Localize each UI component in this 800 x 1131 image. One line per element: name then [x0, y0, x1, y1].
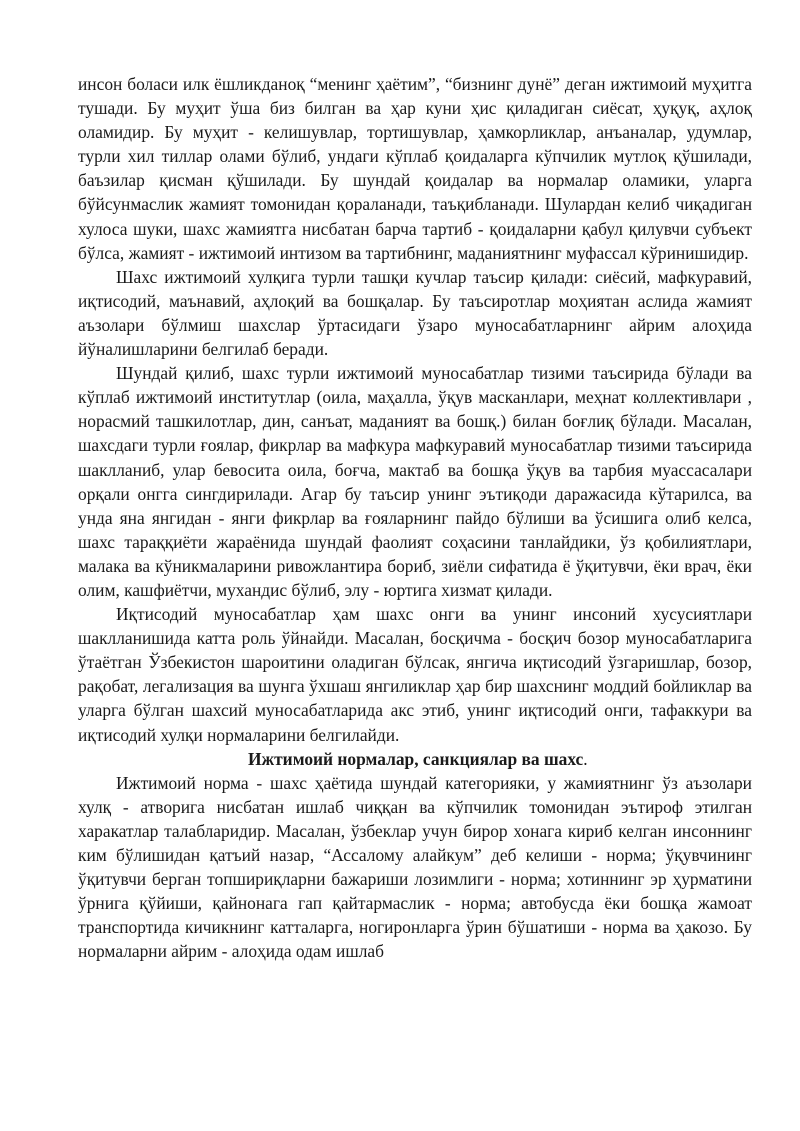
- paragraph-1: инсон боласи илк ёшликданоқ “менинг ҳаётим”, “бизнинг дунё” деган ижтимоий муҳитга тушади. Бу муҳит ўша биз билган ва ҳар куни ҳис қиладиган сиёсат, ҳуқуқ, аҳлоқ оламидир. Бу муҳит - келишувлар, тортишувлар, ҳамкорликлар, анъаналар, удумлар, турли хил тиллар олами бўлиб, ундаги кўплаб қоидаларга кўпчилик мутлоқ қўшилади, баъзилар қисман қўшилади. Бу шундай қоидалар ва нормалар оламики, уларга бўйсунмаслик жамият томонидан қораланади, таъқибланади. Шулардан келиб чиқадиган хулоса шуки, шахс жамиятга нисбатан барча тартиб - қоидаларни қабул қилувчи субъект бўлса, жамият - ижтимоий интизом ва тартибнинг, маданиятнинг муфассал кўринишидир.: [78, 74, 752, 263]
- paragraph-3: Шундай қилиб, шахс турли ижтимоий муносабатлар тизими таъсирида бўлади ва кўплаб ижтимоий институтлар (оила, маҳалла, ўқув масканлари, меҳнат коллективлари , норасмий ташкилотлар, дин, санъат, маданият ва бошқ.) билан боғлиқ бўлади. Масалан, шахсдаги турли ғоялар, фикрлар ва мафкура мафкуравий муносабатлар тизими таъсирида шаклланиб, улар бевосита оила, боғча, мактаб ва бошқа ўқув ва тарбия муассасалари орқали онгга сингдирилади. Агар бу таъсир унинг эътиқоди даражасида кўтарилса, ва унда яна янгидан - янги фикрлар ва ғояларнинг пайдо бўлиши ва ўсишига олиб келса, шахс тараққиёти жараёнида шундай фаолият соҳасини танлайдики, ўз қобилиятлари, малака ва кўникмаларини ривожлантира бориб, зиёли сифатида ё ўқитувчи, ёки врач, ёки олим, кашфиётчи, мухандис бўлиб, элу - юртига хизмат қилади.: [78, 363, 752, 600]
- section-heading: [78, 747, 752, 771]
- paragraph-4: Иқтисодий муносабатлар ҳам шахс онги ва унинг инсоний хусусиятлари шаклланишида катта роль ўйнайди. Масалан, босқичма - босқич бозор муносабатларига ўтаётган Ўзбекистон шароитини оладиган бўлсак, янгича иқтисодий ўзгаришлар, бозор, рақобат, легализация ва шунга ўхшаш янгиликлар ҳар бир шахснинг моддий бойликлар ва уларга бўлган шахсий муносабатларида акс этиб, унинг иқтисодий онги, тафаккури ва иқтисодий хулқи нормаларини белгилайди.: [78, 604, 752, 745]
- paragraph-5: Ижтимоий норма - шахс ҳаётида шундай категорияки, у жамиятнинг ўз аъзолари хулқ - атворига нисбатан ишлаб чиққан ва кўпчилик томонидан эътироф этилган харакатлар талабларидир. Масалан, ўзбеклар учун бирор хонага кириб келган инсоннинг ким бўлишидан қатъий назар, “Ассалому алайкум” деб келиши - норма; ўқувчининг ўқитувчи берган топшириқларни бажариши лозимлиги - норма; хотиннинг эр ҳурматини ўрнига қўйиши, қайнонага гап қайтармаслик - норма; автобусда ёки бошқа жамоат транспортида кичикнинг катталарга, ногиронларга ўрин бўшатиши - норма ва ҳакозо. Бу нормаларни айрим - алоҳида одам ишлаб: [78, 772, 752, 962]
- section-heading-period: .: [583, 748, 588, 769]
- section-heading-title: Ижтимоий нормалар, санкциялар ва шахс: [248, 748, 584, 769]
- document-page: [78, 72, 752, 963]
- paragraph-2: Шахс ижтимоий хулқига турли ташқи кучлар таъсир қилади: сиёсий, мафкуравий, иқтисодий, маънавий, аҳлоқий ва бошқалар. Бу таъсиротлар моҳиятан аслида жамият аъзолари бўлмиш шахслар ўртасидаги ўзаро муносабатларнинг айрим алоҳида йўналишларини белгилаб беради.: [78, 266, 752, 360]
